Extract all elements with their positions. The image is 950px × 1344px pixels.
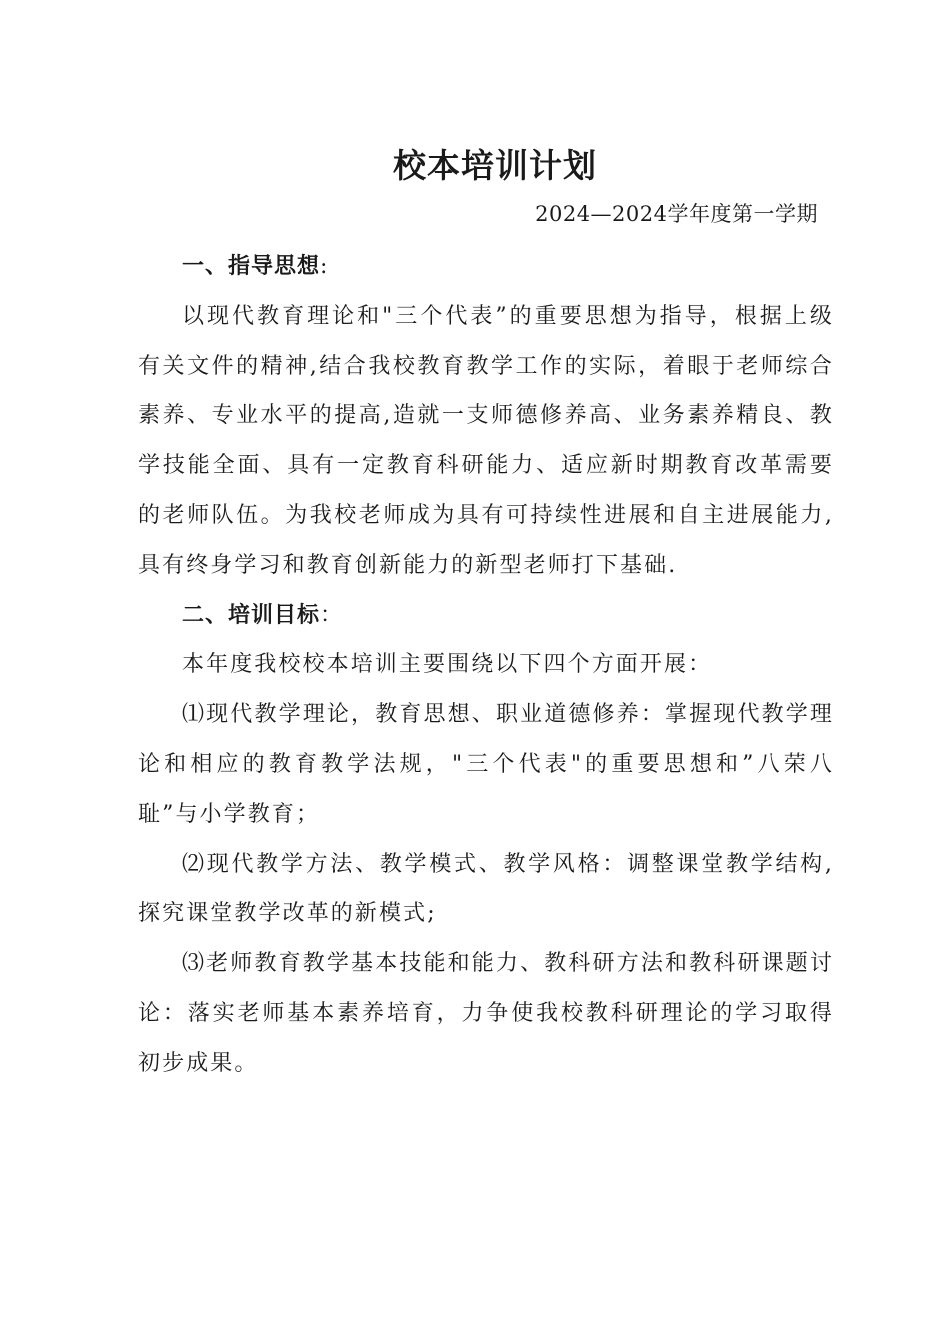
document-title: 校本培训计划 <box>393 146 597 185</box>
section-heading-colon: : <box>320 254 329 279</box>
paragraph: 本年度我校校本培训主要围绕以下四个方面开展： <box>182 652 713 678</box>
document-body <box>138 242 834 1089</box>
section-heading <box>138 242 834 292</box>
list-item: ⑴现代教学理论，教育思想、职业道德修养：掌握现代教学理论和相应的教育教学法规，"三个代表"的重要思想和”八荣八耻”与小学教育； <box>138 702 834 827</box>
section-heading-text: 一、指导思想 <box>182 254 321 279</box>
paragraph: 以现代教育理论和"三个代表”的重要思想为指导，根据上级有关文件的精神,结合我校教育教学工作的实际，着眼于老师综合素养、专业水平的提高,造就一支师德修养高、业务素养精良、教学技能全面、具有一定教育科研能力、适应新时期教育改革需要的老师队伍。为我校老师成为具有可持续性进展和自主进展能力,具有终身学习和教育创新能力的新型老师打下基础. <box>138 303 834 578</box>
section-heading-text: 二、培训目标 <box>182 602 321 628</box>
list-item: ⑶老师教育教学基本技能和能力、教科研方法和教科研课题讨论：落实老师基本素养培育，力争使我校教科研理论的学习取得初步成果。 <box>138 951 834 1076</box>
document-subtitle: 2024—2024学年度第一学期 <box>535 202 818 226</box>
section-heading <box>138 591 834 641</box>
section-heading-colon: ： <box>320 602 344 628</box>
list-item: ⑵现代教学方法、教学模式、教学风格：调整课堂教学结构,探究课堂教学改革的新模式; <box>138 851 834 927</box>
